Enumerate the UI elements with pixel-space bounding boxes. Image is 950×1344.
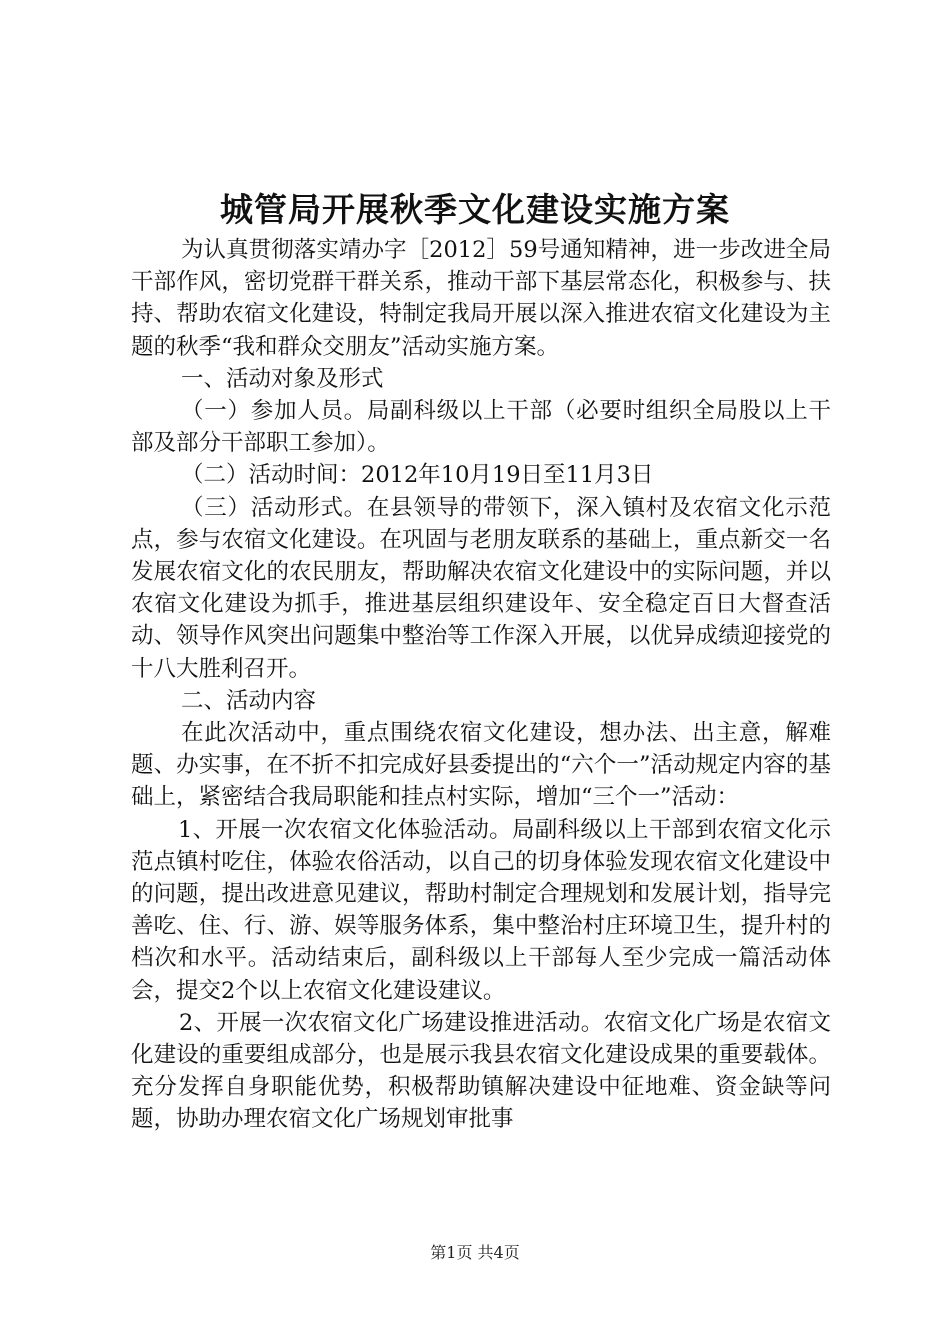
format-paragraph: （三）活动形式。在县领导的带领下，深入镇村及农宿文化示范点，参与农宿文化建设。在巩固与老朋友联系的基础上，重点新交一名发展农宿文化的农民朋友，帮助解决农宿文化建设中的实际问题，并以农宿文化建设为抓手，推进基层组织建设年、安全稳定百日大督查活动、领导作风突出问题集中整治等工作深入开展，以优异成绩迎接党的十八大胜利召开。 [131, 494, 831, 682]
item-2-paragraph: 2、开展一次农宿文化广场建设推进活动。农宿文化广场是农宿文化建设的重要组成部分，也是展示我县农宿文化建设成果的重要载体。充分发挥自身职能优势，积极帮助镇解决建设中征地难、资金缺等问题，协助办理农宿文化广场规划审批事 [131, 1009, 831, 1133]
document-title: 城管局开展秋季文化建设实施方案 [220, 190, 730, 229]
content-intro-paragraph: 在此次活动中，重点围绕农宿文化建设，想办法、出主意，解难题、办实事，在不折不扣完成好县委提出的“六个一”活动规定内容的基础上，紧密结合我局职能和挂点村实际，增加“三个一”活动： [131, 720, 831, 811]
document-body [131, 234, 831, 1136]
schedule-paragraph: （二）活动时间：2012年10月19日至11月3日 [181, 462, 654, 489]
page-footer: 第1页 共4页 [430, 1243, 520, 1262]
intro-paragraph: 为认真贯彻落实靖办字［2012］59号通知精神，进一步改进全局干部作风，密切党群干群关系，推动干部下基层常态化，积极参与、扶持、帮助农宿文化建设，特制定我局开展以深入推进农宿文化建设为主题的秋季“我和群众交朋友”活动实施方案。 [131, 237, 831, 360]
item-1-paragraph: 1、开展一次农宿文化体验活动。局副科级以上干部到农宿文化示范点镇村吃住，体验农俗活动，以自己的切身体验发现农宿文化建设中的问题，提出改进意见建议，帮助村制定合理规划和发展计划，指导完善吃、住、行、游、娱等服务体系，集中整治村庄环境卫生，提升村的档次和水平。活动结束后，副科级以上干部每人至少完成一篇活动体会，提交2个以上农宿文化建设建议。 [131, 816, 831, 1004]
section-heading-2: 二、活动内容 [181, 687, 317, 714]
participants-paragraph: （一）参加人员。局副科级以上干部（必要时组织全局股以上干部及部分干部职工参加）。 [131, 398, 831, 457]
section-heading-1: 一、活动对象及形式 [181, 365, 384, 392]
